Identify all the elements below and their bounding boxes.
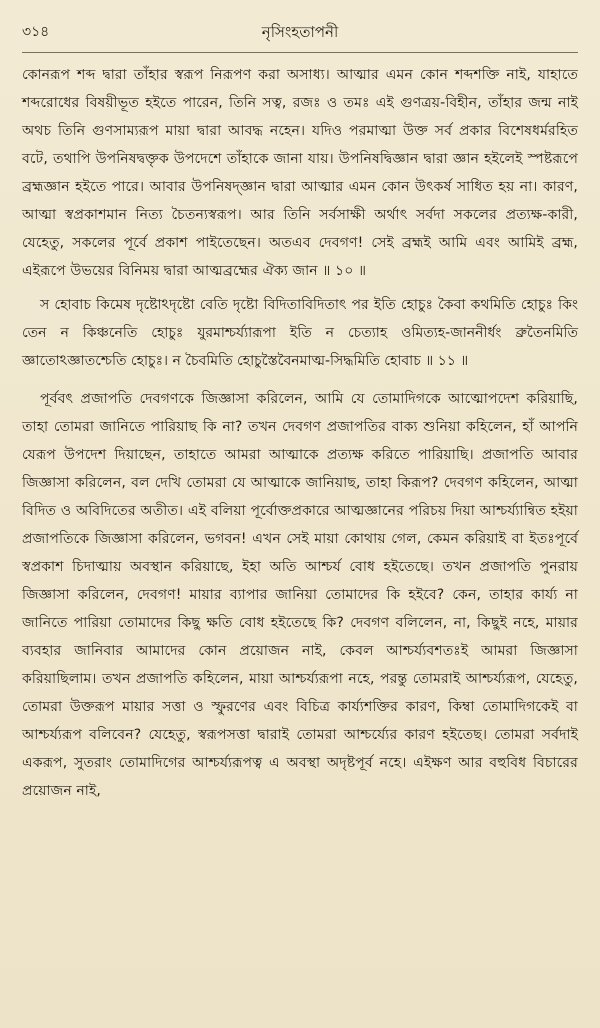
page-number: ৩১৪ (22, 24, 50, 40)
page-header (22, 22, 578, 53)
paragraph-gap (22, 375, 578, 385)
text-block (22, 61, 578, 805)
paragraph: পূর্ববৎ প্রজাপতি দেবগণকে জিজ্ঞাসা করিলেন, আমি যে তোমাদিগকে আত্মোপদেশ করিয়াছি, তাহা তোমরা জানিতে পারিয়াছ কি না? তখন দেবগণ প্রজাপতির বাক্য শুনিয়া কহিলেন, হাঁ আপনি যেরূপ উপদেশ দিয়াছেন, তাহাতে আমরা আত্মাকে প্রত্যক্ষ করিতে পারিয়াছি। প্রজাপতি আবার জিজ্ঞাসা করিলেন, বল দেখি তোমরা যে আত্মাকে জানিয়াছ, তাহা কিরূপ? দেবগণ কহিলেন, আত্মা বিদিত ও অবিদিতের অতীত। এই বলিয়া পূর্বোক্তপ্রকারে আত্মজ্ঞানের পরিচয় দিয়া আশ্চর্য্যান্বিত হইয়া প্রজাপতিকে জিজ্ঞাসা করিলেন, ভগবন! এখন সেই মায়া কোথায় গেল, কেমন করিয়াই বা ইতঃপূর্বে স্বপ্রকাশ চিদাত্মায় অবস্থান করিয়াছে, ইহা অতি আশ্চর্য বোধ হইতেছে। তখন প্রজাপতি পুনরায় জিজ্ঞাসা করিলেন, দেবগণ! মায়ার ব্যাপার জানিয়া তোমাদের কি হইবে? কেন, তাহার কার্য্য না জানিতে পারিয়া তোমাদের কিছু ক্ষতি বোধ হইতেছে কি? দেবগণ বলিলেন, না, কিছুই নহে, মায়ার ব্যবহার জানিবার আমাদের কোন প্রয়োজন নাই, কেবল আশ্চর্য্যবশতঃই আমরা জিজ্ঞাসা করিয়াছিলাম। তখন প্রজাপতি কহিলেন, মায়া আশ্চর্য্যরূপা নহে, পরন্তু তোমরাই আশ্চর্য্যরূপ, যেহেতু, তোমরা উক্তরূপ মায়ার সত্তা ও স্ফুরণের এবং বিচিত্র কার্য্যশক্তির কারণ, কিম্বা তোমাদিগকেই বা আশ্চর্য্যরূপ বলিবেন? যেহেতু, স্বরূপসত্তা দ্বারাই তোমরা আশ্চর্য্যের কারণ হইতেছ। তোমরা সর্বদাই একরূপ, সুতরাং তোমাদিগের আশ্চর্য্যরূপত্ব এ অবস্থা অদৃষ্টপূর্ব নহে। এইক্ষণ আর বহুবিধ বিচারের প্রয়োজন নাই, (22, 391, 578, 799)
sanskrit-verse: স হোবাচ কিমেষ দৃষ্টোঽদৃষ্টো বেতি দৃষ্টো বিদিতাবিদিতাৎ পর ইতি হোচুঃ কৈবা কথমিতি হোচুঃ কিং তেন ন কিঞ্চনেতি হোচুঃ যুরমাশ্চর্য্যারূপা ইতি ন চেত্যাহ ওমিত্যহ-জাননীর্ধং ব্রুতৈনমিতি জ্ঞাতোঽজ্ঞাতশ্চেতি হোচুঃ। ন চৈবমিতি হোচুস্তৈবৈনমাত্ম-সিদ্ধমিতি হোবাচ ॥ ১১ ॥ (22, 297, 578, 369)
paragraph: কোনরূপ শব্দ দ্বারা তাঁহার স্বরূপ নিরূপণ করা অসাধ্য। আত্মার এমন কোন শব্দশক্তি নাই, যাহাতে শব্দরোধের বিষয়ীভূত হইতে পারেন, তিনি সত্ব, রজঃ ও তমঃ এই গুণত্রয়-বিহীন, তাঁহার জন্ম নাই অথচ তিনি গুণসাম্যরূপ মায়া দ্বারা আবদ্ধ নহেন। যদিও পরমাত্মা উক্ত সর্ব প্রকার বিশেষধর্মরহিত বটে, তথাপি উপনিষদ্বক্তৃক উপদেশে তাঁহাকে জানা যায়। উপনিষদ্বিজ্ঞান দ্বারা জ্ঞান হইলেই স্পষ্টরূপে ব্রহ্মজ্ঞান হইতে পারে। আবার উপনিষদ্জ্ঞান দ্বারা আত্মার এমন কোন উৎকর্ষ সাধিত হয় না। কারণ, আত্মা স্বপ্রকাশমান নিত্য চৈতন্যস্বরূপ। আর তিনি সর্বসাক্ষী অর্থাৎ সর্বদা সকলের প্রত্যক্ষ-কারী, যেহেতু, সকলের পূর্বে প্রকাশ পাইতেছেন। অতএব দেবগণ! সেই ব্রহ্মই আমি এবং আমিই ব্রহ্ম, এইরূপে উভয়ের বিনিময় দ্বারা আত্মব্রহ্মের ঐক্য জান ॥ ১০ ॥ (22, 67, 578, 279)
running-title: নৃসিংহতাপনী (261, 23, 339, 41)
